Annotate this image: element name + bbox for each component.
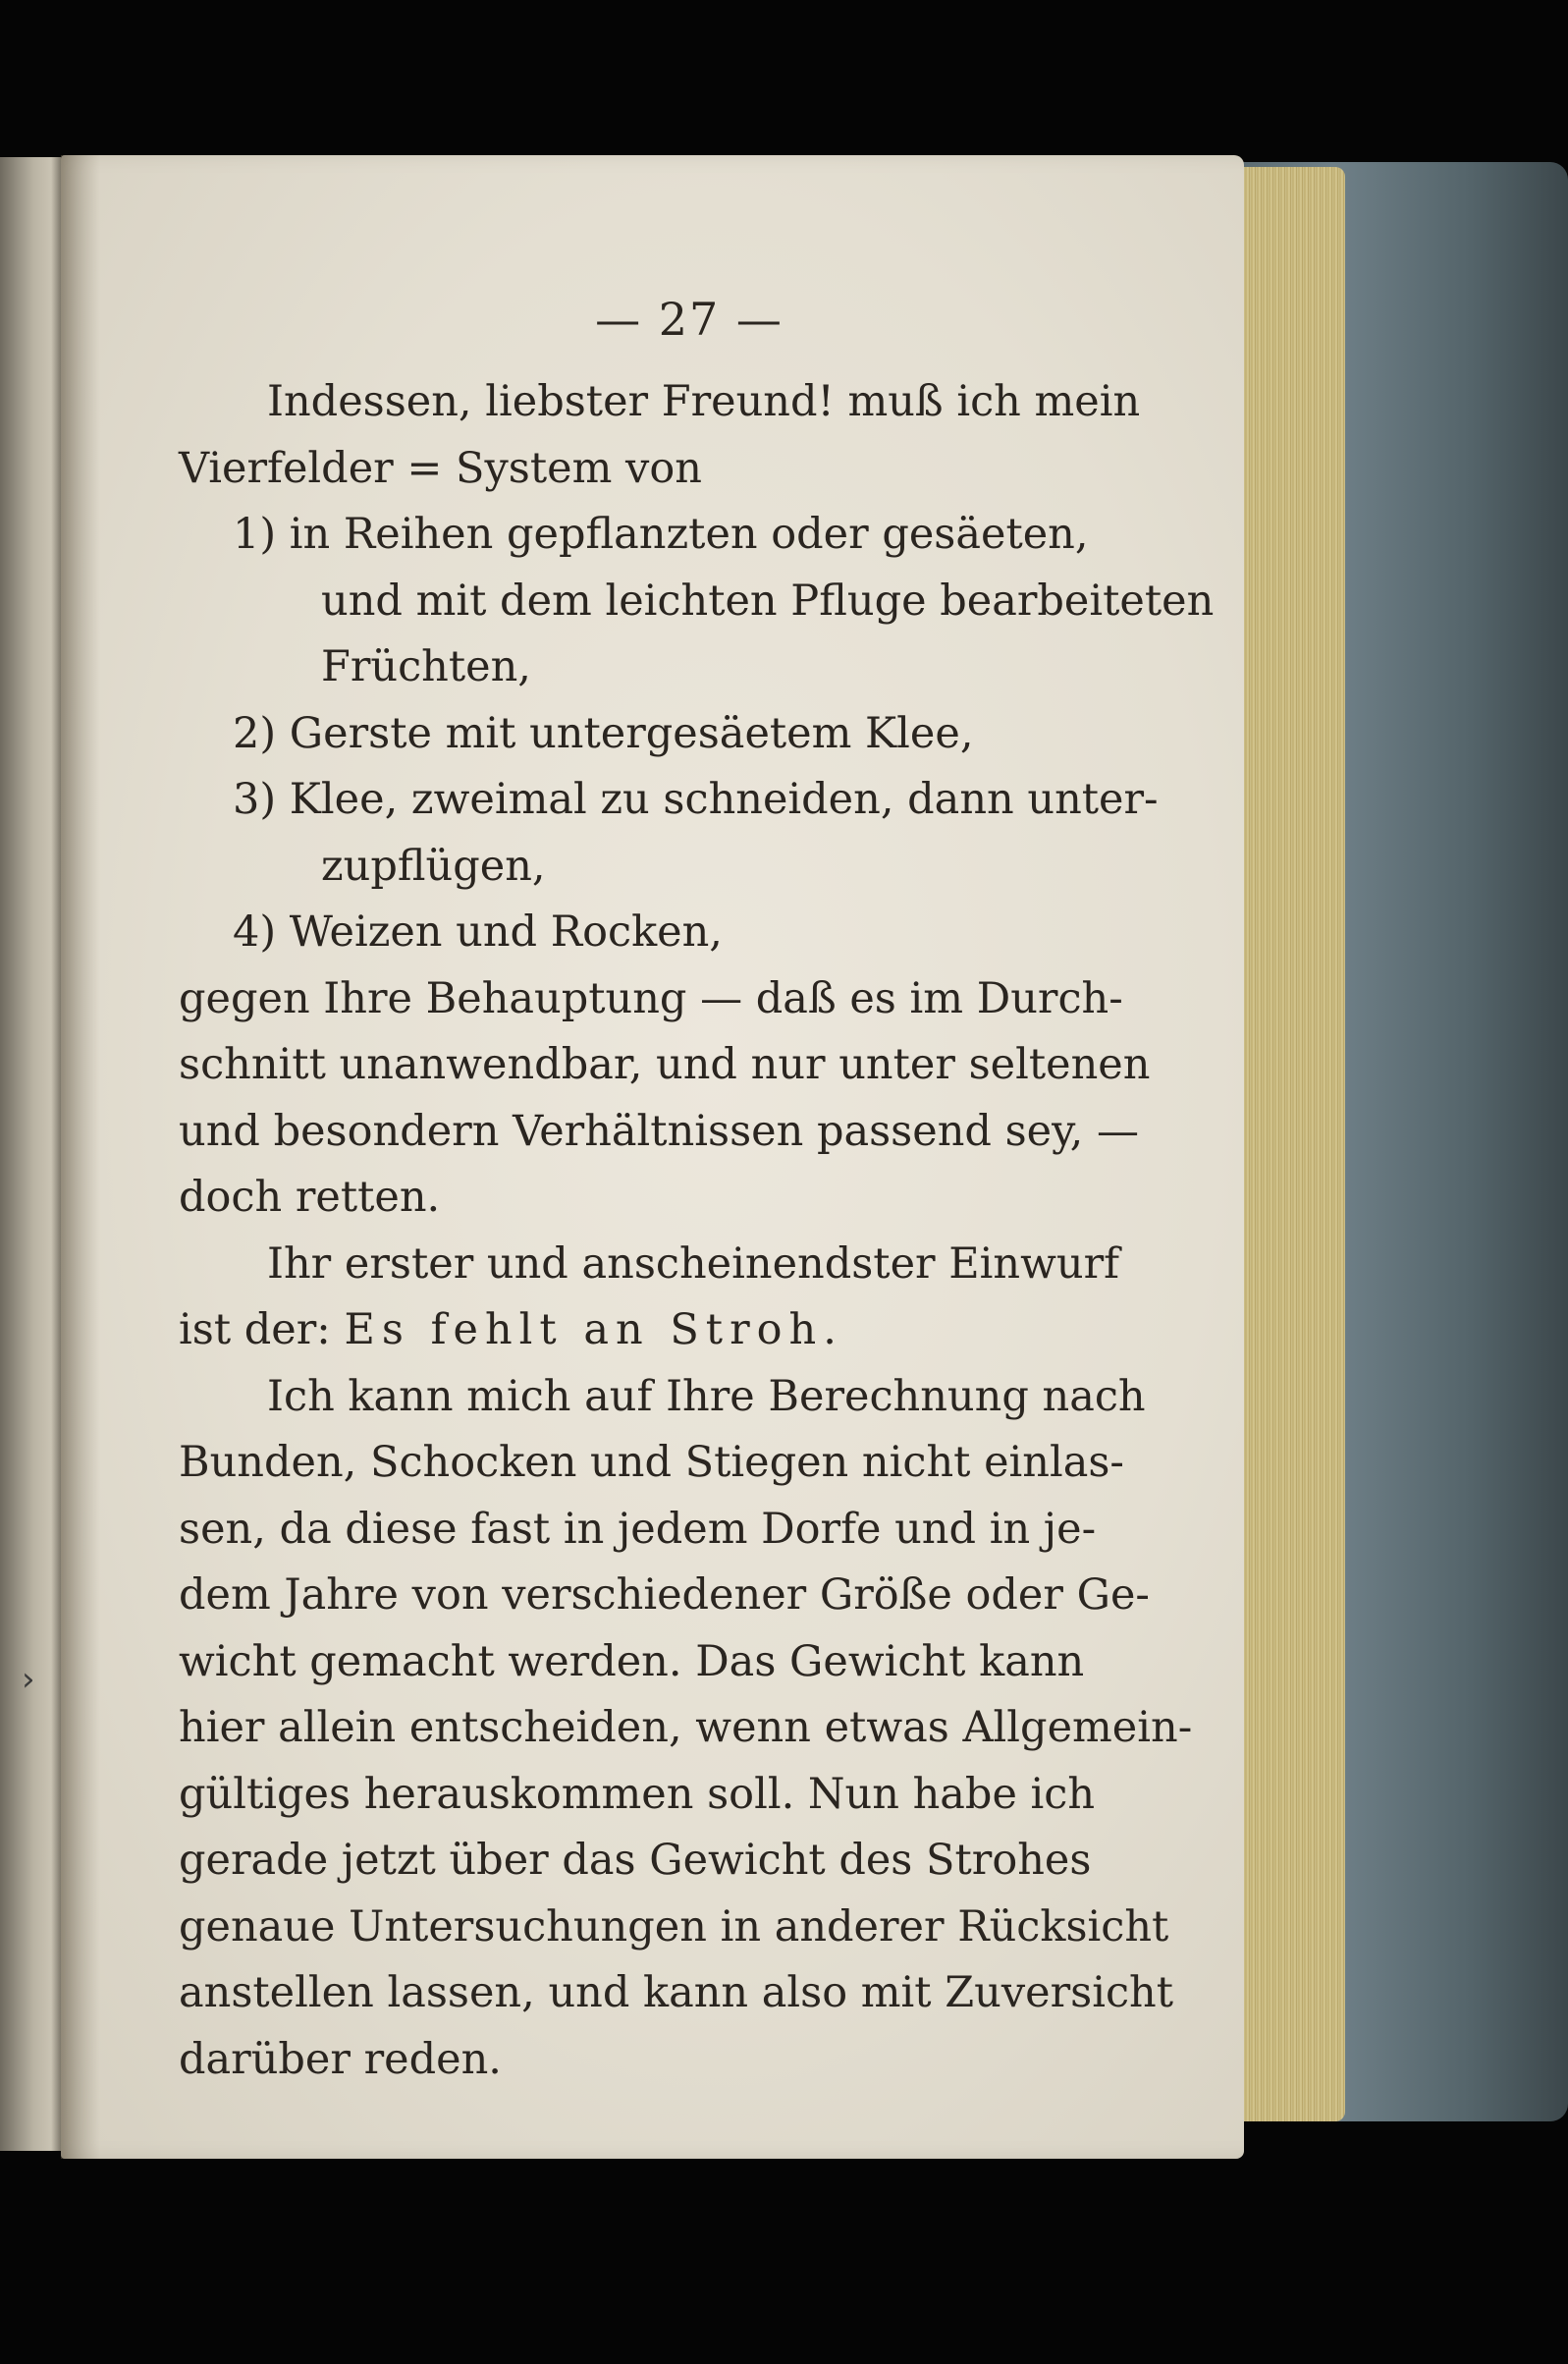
text-line: 1) in Reihen gepflanzten oder gesäeten, (233, 510, 1089, 559)
text-line: Indessen, liebster Freund! muß ich mein (267, 377, 1141, 426)
text-line: sen, da diese fast in jedem Dorfe und in je- (179, 1504, 1097, 1554)
text-line: 4) Weizen und Rocken, (233, 907, 723, 957)
text-line: hier allein entscheiden, wenn etwas Allgemein- (179, 1703, 1193, 1752)
text-line: 2) Gerste mit untergesäetem Klee, (233, 708, 974, 758)
text-line: doch retten. (179, 1173, 441, 1222)
text-line: wicht gemacht werden. Das Gewicht kann (179, 1636, 1085, 1686)
text-line: gerade jetzt über das Gewicht des Strohes (179, 1836, 1092, 1885)
text-line: gültiges herauskommen soll. Nun habe ich (179, 1769, 1096, 1819)
text-line: darüber reden. (179, 2034, 502, 2084)
margin-mark: › (22, 1660, 35, 1699)
text-line: dem Jahre von verschiedener Größe oder Ge- (179, 1570, 1150, 1620)
text-line: genaue Untersuchungen in anderer Rücksicht (179, 1901, 1169, 1952)
text-line: Ihr erster und anscheinendster Einwurf (267, 1238, 1120, 1289)
text-line: schnitt unanwendbar, und nur unter seltenen (179, 1040, 1151, 1089)
gutter-shadow (61, 155, 100, 2159)
body-text (179, 369, 1215, 2093)
text-line: gegen Ihre Behauptung — daß es im Durch- (179, 973, 1123, 1023)
spaced-emphasis: Es fehlt an Stroh. (344, 1305, 843, 1354)
left-page-edge (0, 157, 61, 2151)
text-line: ist der: Es fehlt an Stroh. (179, 1305, 843, 1354)
text-line: Bunden, Schocken und Stiegen nicht einlas- (179, 1438, 1124, 1487)
text-line: und mit dem leichten Pfluge bearbeiteten (321, 576, 1215, 626)
text-line: zupflügen, (321, 841, 546, 891)
text-line: und besondern Verhältnissen passend sey, — (179, 1106, 1140, 1156)
text-line: anstellen lassen, und kann also mit Zuversicht (179, 1968, 1173, 2017)
gilt-page-edges (1232, 167, 1345, 2121)
text-line: Ich kann mich auf Ihre Berechnung nach (267, 1371, 1146, 1421)
book-page (61, 155, 1244, 2159)
text-line: Früchten, (321, 642, 531, 691)
text-line: Vierfelder = System von (179, 443, 702, 493)
page-number: — 27 — (595, 293, 784, 346)
text-line: 3) Klee, zweimal zu schneiden, dann unter- (233, 775, 1159, 824)
